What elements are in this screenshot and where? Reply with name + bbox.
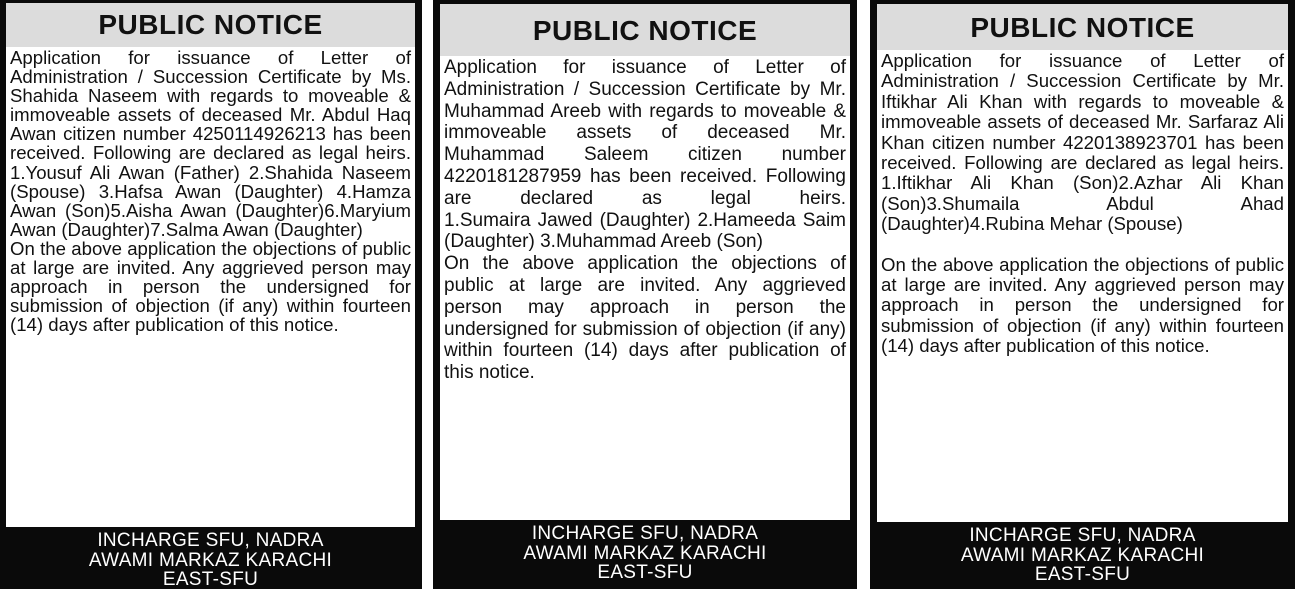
notice-intro: Application for issuance of Letter of Administration / Succession Certificate by Mr. Muhammad Areeb with regards to moveable & immoveable assets of deceased Mr. Muhammad Saleem citizen number 4220181287959 has been received. Following are declared as legal heirs. [444,57,846,209]
notice-body [440,56,850,520]
notice-footer [6,527,415,590]
footer-line: AWAMI MARKAZ KARACHI [960,544,1205,566]
footer-line: INCHARGE SFU, NADRA [97,530,324,551]
footer-line: INCHARGE SFU, NADRA [531,523,759,544]
notice-title: PUBLIC NOTICE [877,4,1288,50]
footer-line: EAST-SFU [1034,564,1131,585]
footer-line: AWAMI MARKAZ KARACHI [88,549,333,571]
paragraph-gap [881,235,1284,255]
notice-body [877,50,1288,522]
notice-body [6,47,415,527]
notice-closing: On the above application the objections of public at large are invited. Any aggrieved person may approach in person the undersigned for submission of objection (if any) within fourteen (14) days after publication of this notice. [444,253,846,384]
notice-heirs: 1.Sumaira Jawed (Daughter) 2.Hameeda Saim (Daughter) 3.Muhammad Areeb (Son) [444,209,846,253]
notice-heirs: 1.Iftikhar Ali Khan (Son)2.Azhar Ali Khan (Son)3.Shumaila Abdul Ahad (Daughter)4.Rubina Mehar (Spouse) [881,172,1284,235]
notice-intro: Application for issuance of Letter of Administration / Succession Certificate by Mr. Iftikhar Ali Khan with regards to moveable & immoveable assets of deceased Mr. Sarfaraz Ali Khan citizen number 4220138923701 has been received. Following are declared as legal heirs. [881,50,1284,174]
public-notice-2 [433,0,857,589]
footer-line: EAST-SFU [162,569,259,590]
notice-closing: On the above application the objections of public at large are invited. Any aggrieved person may approach in person the undersigned for submission of objection (if any) within fourteen (14) days after publication of this notice. [10,237,411,336]
footer-line: EAST-SFU [597,562,693,583]
notice-intro: Application for issuance of Letter of Administration / Succession Certificate by Ms. Shahida Naseem with regards to moveable & immoveable assets of deceased Mr. Abdul Haq Awan citizen number 4250114926213 has been received. Following are declared as legal heirs. [10,47,411,164]
footer-line: INCHARGE SFU, NADRA [969,525,1196,546]
public-notice-1 [0,0,422,589]
notice-title: PUBLIC NOTICE [440,4,850,56]
notice-heirs: 1.Yousuf Ali Awan (Father) 2.Shahida Naseem (Spouse) 3.Hafsa Awan (Daughter) 4.Hamza Awan (Son)5.Aisha Awan (Daughter)6.Maryium Awan (Daughter)7.Salma Awan (Daughter) [10,161,411,240]
footer-line: AWAMI MARKAZ KARACHI [523,542,767,564]
notice-title: PUBLIC NOTICE [6,3,415,47]
notice-footer [440,520,850,589]
notice-closing: On the above application the objections of public at large are invited. Any aggrieved person may approach in person the undersigned for submission of objection (if any) within fourteen (14) days after publication of this notice. [881,253,1284,357]
notice-footer [877,522,1288,589]
public-notice-3 [870,0,1295,589]
